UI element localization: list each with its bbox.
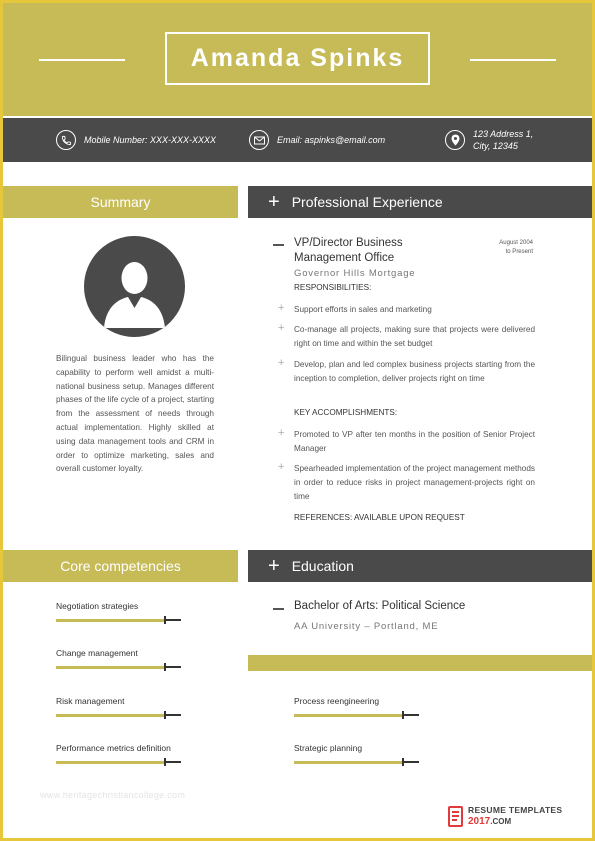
list-item bbox=[278, 428, 535, 456]
education-heading bbox=[248, 550, 592, 582]
skill-item bbox=[56, 743, 181, 753]
skill-item bbox=[56, 601, 181, 611]
skill-bar-fill bbox=[56, 619, 165, 622]
skill-item bbox=[56, 648, 181, 658]
responsibility-text: Develop, plan and led complex business projects starting from the inception to completion, deliver projects right on time bbox=[294, 360, 535, 383]
skill-label: Change management bbox=[56, 648, 138, 658]
skill-item bbox=[294, 696, 419, 706]
brand-top-text: RESUME TEMPLATES bbox=[468, 805, 563, 815]
skill-bar-marker bbox=[402, 758, 404, 766]
summary-heading-text: Summary bbox=[90, 194, 151, 210]
plus-bullet-icon: + bbox=[278, 357, 285, 369]
skill-bar-fill bbox=[56, 666, 165, 669]
summary-text: Bilingual business leader who has the capability to perform well amidst a multi-national business setup. Manages different phases of the life cycle of a project, starting from the assessment of needs through actual implementation. Highly skilled at using data management tools and CRM in order to optimize marketing, sales and overall customer loyalty. bbox=[56, 354, 214, 474]
watermark-text: www.heritagechristiancollege.com bbox=[40, 790, 186, 800]
document-icon bbox=[448, 806, 463, 827]
contact-email bbox=[249, 118, 385, 162]
address-line-2: City, 12345 bbox=[473, 141, 518, 151]
skill-bar-fill bbox=[56, 714, 165, 717]
skill-bar bbox=[56, 714, 181, 716]
brand-bottom-text bbox=[468, 816, 562, 828]
job-title: VP/Director Business Management Office bbox=[294, 237, 403, 264]
plus-icon: + bbox=[268, 555, 280, 577]
degree-title: Bachelor of Arts: Political Science bbox=[294, 600, 466, 612]
skill-item bbox=[56, 696, 181, 706]
plus-icon: + bbox=[268, 191, 280, 213]
header-rule-left bbox=[39, 59, 125, 61]
skill-bar bbox=[56, 619, 181, 621]
skill-bar bbox=[56, 666, 181, 668]
contact-bar bbox=[3, 118, 592, 162]
references-line: REFERENCES: AVAILABLE UPON REQUEST bbox=[294, 513, 465, 522]
skill-label: Strategic planning bbox=[294, 743, 363, 753]
skill-bar-marker bbox=[164, 616, 166, 624]
location-pin-icon bbox=[445, 130, 465, 150]
skill-bar-marker bbox=[164, 663, 166, 671]
list-item bbox=[278, 462, 535, 503]
company-name: Governor Hills Mortgage bbox=[294, 268, 416, 279]
list-item bbox=[278, 303, 535, 317]
avatar bbox=[84, 236, 185, 337]
job-date-end: to Present bbox=[505, 249, 533, 255]
email-icon bbox=[249, 130, 269, 150]
entry-dash bbox=[273, 608, 284, 610]
skill-bar-marker bbox=[164, 711, 166, 719]
entry-dash bbox=[273, 244, 284, 246]
experience-heading bbox=[248, 186, 592, 218]
brand-text bbox=[468, 805, 562, 828]
skill-bar-marker bbox=[164, 758, 166, 766]
competencies-heading bbox=[3, 550, 238, 582]
skill-bar-marker bbox=[402, 711, 404, 719]
address-line-1: 123 Address 1, bbox=[473, 129, 534, 139]
skill-label: Risk management bbox=[56, 696, 125, 706]
skill-bar-fill bbox=[294, 714, 403, 717]
candidate-name: Amanda Spinks bbox=[190, 44, 405, 72]
skill-bar-fill bbox=[294, 761, 403, 764]
skill-bar bbox=[294, 761, 419, 763]
brand-year: 2017 bbox=[468, 816, 491, 827]
mobile-text: Mobile Number: XXX-XXX-XXXX bbox=[84, 135, 217, 145]
header-banner bbox=[3, 3, 592, 116]
user-silhouette-icon bbox=[84, 236, 185, 337]
competencies-heading-text: Core competencies bbox=[60, 558, 181, 574]
name-box bbox=[165, 32, 430, 85]
contact-mobile bbox=[56, 118, 216, 162]
skill-bar bbox=[56, 761, 181, 763]
brand-logo bbox=[448, 805, 562, 828]
skill-item bbox=[294, 743, 419, 753]
skill-label: Negotiation strategies bbox=[56, 601, 139, 611]
plus-bullet-icon: + bbox=[278, 461, 285, 473]
plus-bullet-icon: + bbox=[278, 322, 285, 334]
contact-address bbox=[445, 118, 533, 162]
job-date bbox=[499, 239, 533, 257]
experience-heading-text: Professional Experience bbox=[291, 194, 443, 210]
education-heading-text: Education bbox=[291, 558, 354, 574]
skill-label: Process reengineering bbox=[294, 696, 380, 706]
responsibilities-heading: RESPONSIBILITIES: bbox=[294, 283, 372, 292]
plus-bullet-icon: + bbox=[278, 427, 285, 439]
accomplishment-text: Spearheaded implementation of the project management methods in order to reduce risks in project management-projects right on time bbox=[294, 464, 535, 501]
accomplishment-text: Promoted to VP after ten months in the position of Senior Project Manager bbox=[294, 430, 535, 453]
skill-label: Performance metrics definition bbox=[56, 743, 171, 753]
skill-bar bbox=[294, 714, 419, 716]
email-text: Email: aspinks@email.com bbox=[277, 135, 386, 145]
job-date-start: August 2004 bbox=[499, 240, 533, 246]
responsibility-text: Co-manage all projects, making sure that projects were delivered right on time and within the set budget bbox=[294, 325, 535, 348]
phone-icon bbox=[56, 130, 76, 150]
header-rule-right bbox=[470, 59, 556, 61]
list-item bbox=[278, 358, 535, 386]
section-divider-bar bbox=[248, 655, 592, 671]
summary-heading bbox=[3, 186, 238, 218]
plus-bullet-icon: + bbox=[278, 302, 285, 314]
responsibility-text: Support efforts in sales and marketing bbox=[294, 305, 432, 314]
list-item bbox=[278, 323, 535, 351]
accomplishments-heading: KEY ACCOMPLISHMENTS: bbox=[294, 408, 398, 417]
skill-bar-fill bbox=[56, 761, 165, 764]
brand-domain: .COM bbox=[490, 817, 512, 826]
address-block bbox=[473, 128, 533, 152]
school-name: AA University – Portland, ME bbox=[294, 621, 439, 632]
